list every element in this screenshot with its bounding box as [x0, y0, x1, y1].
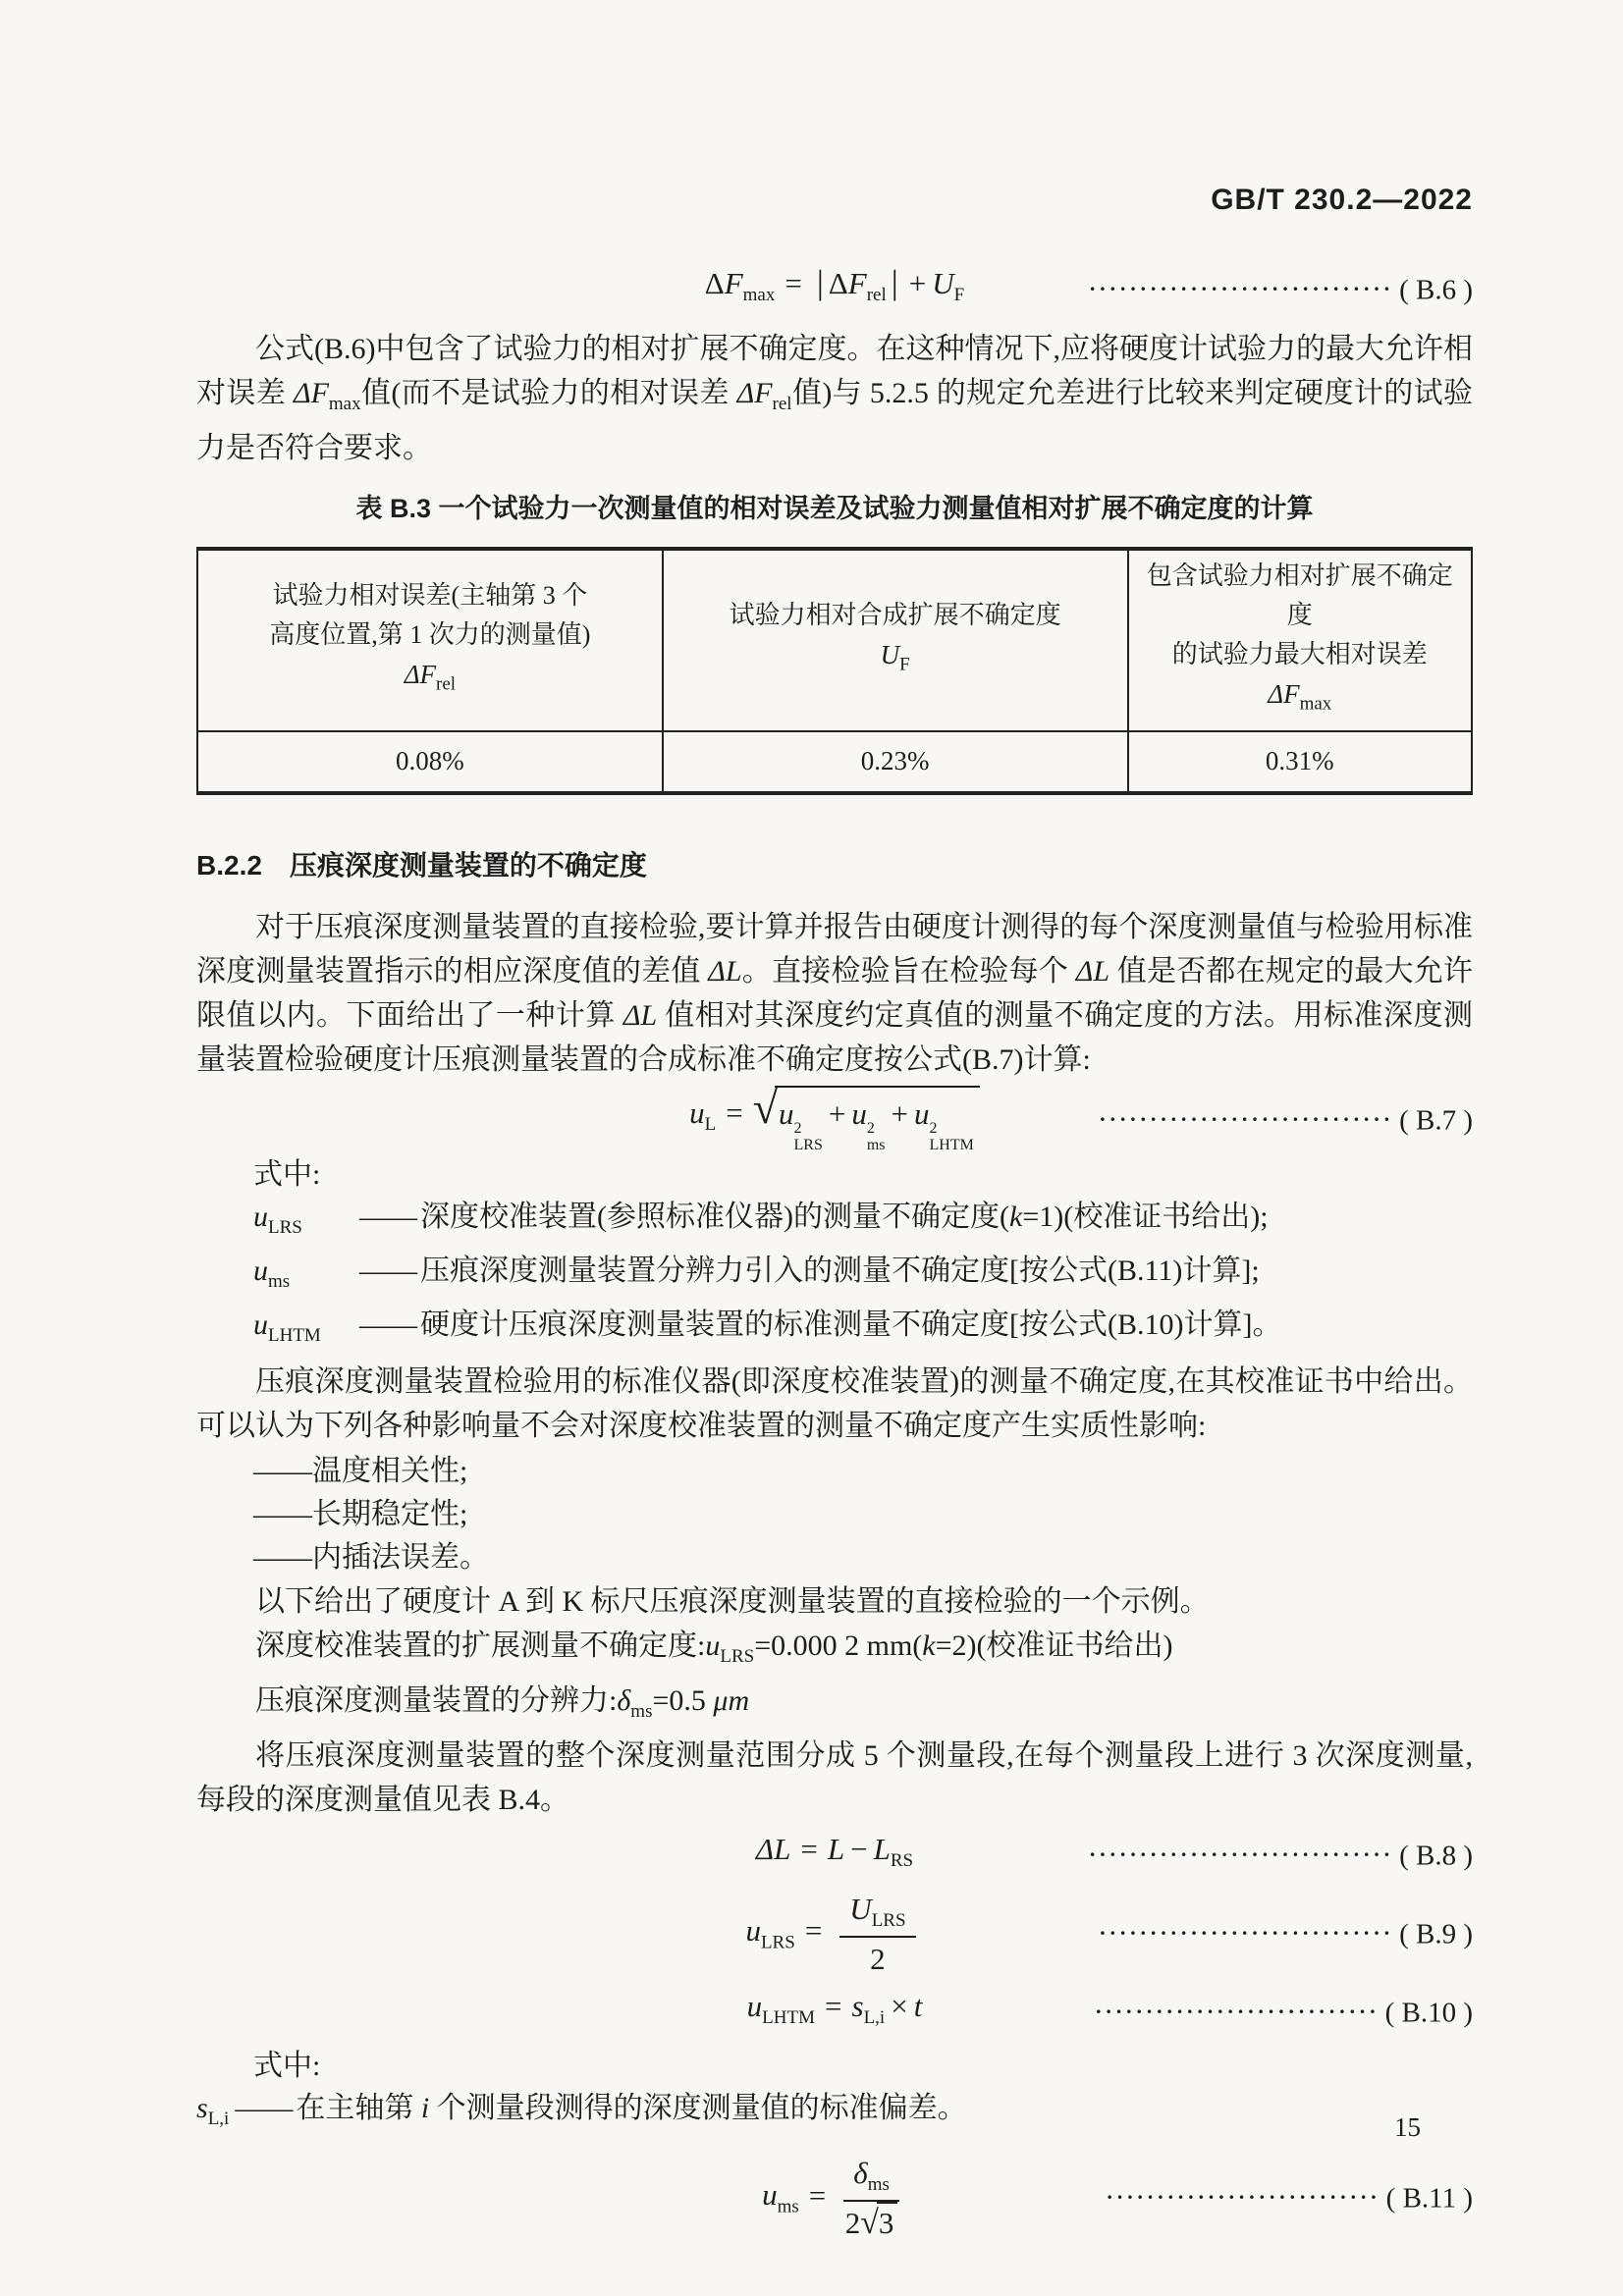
dot-leader: ····························· — [1099, 1920, 1394, 1946]
fraction: $\frac{U_{LRS}}{2}$ — [839, 1891, 915, 1977]
paragraph-example: 以下给出了硬度计 A 到 K 标尺压痕深度测量装置的直接检验的一个示例。 — [255, 1584, 1210, 1618]
formula-b10-number: ( B.10 ) — [1384, 1997, 1473, 2029]
dot-leader: ··························· — [1106, 2184, 1380, 2210]
formula-b11-equation: $u_{ms}$ = $\frac{\delta_{ms}}{2√3}$ — [762, 2155, 907, 2241]
formula-b8-ref — [1089, 1831, 1473, 1879]
formula-b9-equation: $u_{LRS}$ = $\frac{U_{LRS}}{2}$ — [745, 1891, 923, 1977]
u-lrs-inline: u — [705, 1629, 721, 1662]
formula-b11 — [196, 2155, 1473, 2241]
where-label-1: 式中: — [253, 1157, 321, 1191]
paragraph-segments: 将压痕深度测量装置的整个深度测量范围分成 5 个测量段,在每个测量段上进行 3 次深度测量,每段的深度测量值见表 B.4。 — [196, 1738, 1473, 1816]
formula-b10-ref — [1095, 1989, 1473, 2037]
table-b3-col1-header: 试验力相对误差(主轴第 3 个 高度位置,第 1 次力的测量值) $\Delta F_{rel}$ — [197, 549, 663, 730]
formula-b7-number: ( B.7 ) — [1399, 1104, 1473, 1137]
delta-ms-inline: δ — [617, 1683, 631, 1717]
formula-b7-ref — [1099, 1095, 1473, 1144]
table-b3-col2-header: 试验力相对合成扩展不确定度 $U_F$ — [663, 549, 1128, 730]
formula-b8-equation: $\Delta L = L - L_{RS}$ — [755, 1831, 914, 1871]
table-cell-value: 0.08% — [197, 731, 663, 793]
table-cell-value: 0.31% — [1128, 731, 1472, 793]
formula-b9 — [196, 1891, 1473, 1977]
paragraph-standard-instrument: 压痕深度测量装置检验用的标准仪器(即深度校准装置)的测量不确定度,在其校准证书中给出。可以认为下列各种影响量不会对深度校准装置的测量不确定度产生实质性影响: — [196, 1364, 1473, 1442]
formula-b11-ref — [1107, 2174, 1473, 2222]
bullet-interpolation: ——内插法误差。 — [253, 1540, 489, 1574]
table-cell-value: 0.23% — [663, 731, 1128, 793]
definition-term: $u_{ms}$ — [253, 1254, 291, 1292]
formula-b8 — [196, 1826, 1473, 1885]
delta-f-max-inline: ΔF — [293, 377, 329, 410]
formula-b11-number: ( B.11 ) — [1385, 2182, 1473, 2215]
formula-b6 — [196, 259, 1473, 319]
bullet-stability: ——长期稳定性; — [253, 1497, 468, 1530]
bullet-temperature: ——温度相关性; — [253, 1454, 468, 1487]
paragraph-ulrs-value: 深度校准装置的扩展测量不确定度$:u_{LRS}=0.000$ 2 mm(k=2)(校准证书给出) — [255, 1629, 1173, 1667]
page-content — [196, 183, 1473, 2241]
micron-unit: μm — [713, 1683, 750, 1717]
dot-leader: ······························ — [1088, 1842, 1394, 1867]
sqrt-radical: √ u 2 LRS + u 2 ms + u 2 LHTM — [753, 1086, 980, 1154]
paragraph-resolution-value: 压痕深度测量装置的分辨力$:\delta_{ms}=0.5$ μm — [255, 1683, 750, 1722]
definition-term: $u_{LHTM}$ — [253, 1308, 321, 1346]
page-number: 15 — [1394, 2112, 1421, 2142]
definition-term: $s_{L,i}$ — [196, 2092, 230, 2130]
formula-b9-ref — [1099, 1910, 1473, 1958]
definition-u-lrs: $u_{LRS}$ —— 深度校准装置(参照标准仪器)的测量不确定度(k=1)(校准证书给出); — [253, 1196, 1473, 1250]
formula-b6-ref — [1089, 265, 1473, 313]
fraction: $\frac{\delta_{ms}}{2√3}$ — [843, 2155, 899, 2241]
formula-b10 — [196, 1983, 1473, 2042]
formula-b10-equation: $u_{LHTM} = s_{L,i} \times t$ — [746, 1989, 923, 2029]
definition-u-ms: $u_{ms}$ —— 压痕深度测量装置分辨力引入的测量不确定度[按公式(B.11)计算]; — [253, 1250, 1473, 1304]
section-heading-b22: B.2.2 压痕深度测量装置的不确定度 — [196, 849, 647, 881]
k-inline: k — [922, 1629, 936, 1662]
formula-b7-equation: $u_L$ = √ u 2 LRS + u 2 ms + u 2 LHTM — [689, 1086, 980, 1154]
standard-code: GB/T 230.2—2022 — [1211, 184, 1473, 216]
delta-f-max-symbol: $\Delta F_{max}$ — [1268, 679, 1332, 715]
delta-l-inline: ΔL — [622, 998, 658, 1032]
delta-f-rel-inline: ΔF — [736, 377, 773, 410]
u-f-symbol: $U_F$ — [880, 640, 910, 675]
formula-b6-equation: $\Delta F_{max}$ = | $\Delta F_{rel}$ | + $U_F$ — [704, 263, 965, 306]
table-b3 — [196, 547, 1473, 794]
paragraph-b22: 对于压痕深度测量装置的直接检验,要计算并报告由硬度计测得的每个深度测量值与检验用标准深度测量装置指示的相应深度值的差值 ΔL。直接检验旨在检验每个 ΔL 值是否都在规定的最大允许限值以内。下面给出了一种计算 ΔL 值相对其深度约定真值的测量不确定度的方法。用标准深度测量装置检验硬度计压痕测量装置的合成标准不确定度按公式(B.7)计算: — [196, 910, 1474, 1076]
dot-leader: ······························ — [1088, 276, 1394, 301]
where-label-2: 式中: — [253, 2050, 321, 2083]
delta-l-inline: ΔL — [1075, 954, 1110, 988]
paragraph-b6: 公式(B.6)中包含了试验力的相对扩展不确定度。在这种情况下,应将硬度计试验力的最大允许相对误差 $\Delta F_{max}$值(而不是试验力的相对误差 $\Delta F_{rel}$值)与 5.2.5 的规定允差进行比较来判定硬度计的试验力是否符合要求。 — [196, 333, 1473, 465]
formula-b9-number: ( B.9 ) — [1399, 1918, 1473, 1950]
dot-leader: ···························· — [1095, 1999, 1380, 2024]
table-b3-col3-header: 包含试验力相对扩展不确定度 的试验力最大相对误差 $\Delta F_{max}$ — [1128, 549, 1472, 730]
dot-leader: ····························· — [1099, 1106, 1394, 1132]
formula-b6-number: ( B.6 ) — [1399, 274, 1473, 306]
table-b3-header-row — [197, 549, 1472, 730]
formula-b8-number: ( B.8 ) — [1399, 1840, 1473, 1872]
definition-s-li: $s_{L,i}$ —— 在主轴第 i 个测量段测得的深度测量值的标准偏差。 — [196, 2087, 1473, 2141]
table-b3-title: 表 B.3 一个试验力一次测量值的相对误差及试验力测量值相对扩展不确定度的计算 — [355, 494, 1314, 524]
delta-l-inline: ΔL — [708, 954, 742, 988]
delta-f-rel-symbol: $\Delta F_{rel}$ — [404, 660, 457, 695]
definition-u-lhtm: $u_{LHTM}$ —— 硬度计压痕深度测量装置的标准测量不确定度[按公式(B.10)计算]。 — [253, 1304, 1473, 1358]
formula-b7 — [196, 1082, 1473, 1154]
definition-term: $u_{LRS}$ — [253, 1200, 302, 1238]
table-b3-value-row — [197, 731, 1472, 793]
